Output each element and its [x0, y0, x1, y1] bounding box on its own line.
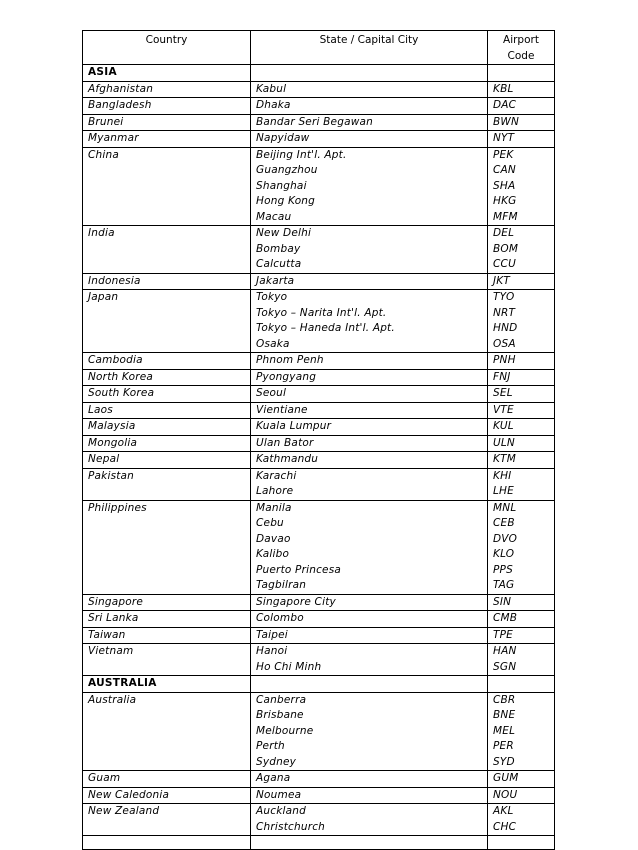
country-cell: South Korea	[83, 386, 251, 403]
city-name: Ho Chi Minh	[256, 660, 322, 673]
city-cell	[251, 611, 488, 628]
country-cell: Nepal	[83, 452, 251, 469]
airport-code: CEB	[493, 517, 515, 529]
city-name: New Delhi	[256, 227, 312, 239]
city-name: Kalibo	[256, 548, 290, 560]
city-name: Manila	[256, 501, 292, 514]
city-name: Kuala Lumpur	[256, 420, 332, 432]
airport-code: DVO	[493, 532, 518, 545]
table-row	[83, 114, 555, 131]
code-cell	[488, 147, 555, 226]
header-city: State / Capital City	[251, 31, 488, 65]
region-label: AUSTRALIA	[83, 676, 251, 693]
country-cell: Guam	[83, 771, 251, 788]
country-cell: New Caledonia	[83, 787, 251, 804]
city-name: Canberra	[256, 693, 307, 706]
city-cell	[251, 402, 488, 419]
country-cell: Pakistan	[83, 468, 251, 500]
table-row	[83, 500, 555, 594]
code-cell	[488, 114, 555, 131]
airport-code: CAN	[493, 164, 516, 176]
table-row	[83, 419, 555, 436]
city-cell	[251, 771, 488, 788]
city-name: Puerto Princesa	[256, 563, 342, 576]
country-cell: Australia	[83, 692, 251, 771]
airport-code: TPE	[493, 628, 513, 641]
city-cell	[251, 114, 488, 131]
city-name: Tokyo	[256, 291, 288, 303]
code-cell	[488, 500, 555, 594]
city-name: Colombo	[256, 612, 304, 624]
airport-code: CHC	[493, 820, 517, 833]
table-row	[83, 147, 555, 226]
country-cell: Cambodia	[83, 353, 251, 370]
country-cell: Myanmar	[83, 131, 251, 148]
code-cell	[488, 804, 555, 836]
city-name: Perth	[256, 740, 285, 752]
code-cell	[488, 226, 555, 274]
airport-code: LHE	[493, 485, 514, 497]
country-cell: Bangladesh	[83, 98, 251, 115]
table-row	[83, 98, 555, 115]
table-row	[83, 369, 555, 386]
airport-code: SEL	[493, 387, 513, 399]
airport-code: PPS	[493, 563, 513, 576]
country-cell: Indonesia	[83, 273, 251, 290]
city-name: Noumea	[256, 788, 302, 801]
airport-code: NRT	[493, 306, 516, 319]
table-row	[83, 386, 555, 403]
city-name: Dhaka	[256, 99, 291, 111]
city-name: Karachi	[256, 469, 297, 482]
airport-code: PNH	[493, 354, 516, 366]
code-cell	[488, 81, 555, 98]
city-cell	[251, 386, 488, 403]
airport-code: MNL	[493, 501, 517, 514]
airport-code: SHA	[493, 179, 516, 192]
table-row	[83, 611, 555, 628]
city-cell	[251, 353, 488, 370]
city-cell	[251, 692, 488, 771]
country-cell: Japan	[83, 290, 251, 353]
country-cell: North Korea	[83, 369, 251, 386]
table-row	[83, 644, 555, 676]
city-cell	[251, 644, 488, 676]
airport-code: HND	[493, 322, 518, 334]
airport-code: AKL	[493, 805, 514, 817]
city-name: Brisbane	[256, 709, 304, 721]
table-row	[83, 435, 555, 452]
city-name: Kabul	[256, 82, 287, 95]
region-empty-cell	[251, 65, 488, 82]
table-row	[83, 771, 555, 788]
city-name: Vientiane	[256, 403, 308, 416]
airport-code: PEK	[493, 148, 514, 161]
empty-row	[83, 836, 555, 850]
header-country: Country	[83, 31, 251, 65]
table-row	[83, 468, 555, 500]
code-cell	[488, 452, 555, 469]
country-cell: Mongolia	[83, 435, 251, 452]
country-cell: New Zealand	[83, 804, 251, 836]
country-cell: Afghanistan	[83, 81, 251, 98]
region-row	[83, 65, 555, 82]
airport-code: HAN	[493, 645, 517, 657]
city-name: Seoul	[256, 387, 287, 399]
table-row	[83, 787, 555, 804]
airport-code: DAC	[493, 99, 517, 111]
table-body	[83, 65, 555, 850]
table-row	[83, 290, 555, 353]
airport-code: NYT	[493, 132, 515, 144]
airport-codes-table	[82, 30, 555, 850]
city-cell	[251, 147, 488, 226]
airport-code: OSA	[493, 337, 516, 350]
empty-cell	[488, 836, 555, 850]
code-cell	[488, 692, 555, 771]
country-cell: Malaysia	[83, 419, 251, 436]
empty-cell	[83, 836, 251, 850]
table-row	[83, 353, 555, 370]
city-name: Melbourne	[256, 724, 314, 737]
code-cell	[488, 386, 555, 403]
city-cell	[251, 787, 488, 804]
airport-code: HKG	[493, 195, 517, 207]
country-cell: China	[83, 147, 251, 226]
airport-code: FNJ	[493, 370, 511, 383]
airport-code: KTM	[493, 453, 516, 465]
city-name: Guangzhou	[256, 164, 318, 176]
city-name: Tokyo – Narita Int'l. Apt.	[256, 306, 387, 319]
code-cell	[488, 353, 555, 370]
city-name: Auckland	[256, 805, 306, 817]
table-row	[83, 627, 555, 644]
airport-code: SIN	[493, 595, 512, 608]
table-row	[83, 692, 555, 771]
city-name: Osaka	[256, 337, 290, 350]
airport-code: KUL	[493, 420, 514, 432]
code-cell	[488, 98, 555, 115]
region-empty-cell	[488, 676, 555, 693]
city-cell	[251, 273, 488, 290]
airport-code: CCU	[493, 258, 516, 270]
airport-code: KHI	[493, 469, 512, 482]
city-name: Pyongyang	[256, 370, 317, 383]
country-cell: Laos	[83, 402, 251, 419]
code-cell	[488, 771, 555, 788]
city-cell	[251, 419, 488, 436]
airport-code: NOU	[493, 788, 518, 801]
city-cell	[251, 131, 488, 148]
code-cell	[488, 787, 555, 804]
code-cell	[488, 419, 555, 436]
airport-code: VTE	[493, 403, 514, 416]
country-cell: Brunei	[83, 114, 251, 131]
city-name: Phnom Penh	[256, 354, 324, 366]
airport-code: JKT	[493, 274, 510, 287]
city-cell	[251, 627, 488, 644]
country-cell: Philippines	[83, 500, 251, 594]
airport-code: SYD	[493, 755, 515, 768]
city-name: Calcutta	[256, 258, 302, 270]
table-row	[83, 273, 555, 290]
airport-code: PER	[493, 740, 514, 752]
airport-code: TAG	[493, 579, 515, 591]
airport-code: MFM	[493, 210, 518, 223]
airport-code: CBR	[493, 693, 516, 706]
airport-code: KBL	[493, 82, 514, 95]
city-name: Bombay	[256, 242, 301, 255]
table-row	[83, 226, 555, 274]
city-name: Cebu	[256, 517, 284, 529]
city-cell	[251, 452, 488, 469]
airport-code: TYO	[493, 291, 515, 303]
country-cell: Taiwan	[83, 627, 251, 644]
table-row	[83, 131, 555, 148]
code-cell	[488, 435, 555, 452]
table-row	[83, 594, 555, 611]
airport-code: DEL	[493, 227, 515, 239]
region-label: ASIA	[83, 65, 251, 82]
country-cell: Vietnam	[83, 644, 251, 676]
airport-code: SGN	[493, 660, 517, 673]
city-name: Shanghai	[256, 179, 307, 192]
airport-code: BOM	[493, 242, 519, 255]
code-cell	[488, 131, 555, 148]
airport-code: CMB	[493, 612, 518, 624]
header-code-line2: Code	[507, 49, 535, 62]
airport-code: BWN	[493, 115, 520, 128]
city-name: Macau	[256, 210, 292, 223]
city-name: Tokyo – Haneda Int'l. Apt.	[256, 322, 395, 334]
header-row	[83, 31, 555, 65]
city-name: Christchurch	[256, 820, 326, 833]
airport-code: KLO	[493, 548, 515, 560]
airport-code: ULN	[493, 436, 515, 449]
city-cell	[251, 468, 488, 500]
code-cell	[488, 611, 555, 628]
header-airport-code	[488, 31, 555, 65]
city-cell	[251, 290, 488, 353]
city-name: Singapore City	[256, 595, 336, 608]
airport-code: MEL	[493, 724, 516, 737]
city-cell	[251, 594, 488, 611]
table-row	[83, 804, 555, 836]
city-name: Napyidaw	[256, 132, 310, 144]
city-cell	[251, 369, 488, 386]
table-row	[83, 402, 555, 419]
city-cell	[251, 226, 488, 274]
airport-code: BNE	[493, 709, 516, 721]
city-cell	[251, 81, 488, 98]
table-row	[83, 452, 555, 469]
code-cell	[488, 273, 555, 290]
city-name: Tagbilran	[256, 579, 307, 591]
city-cell	[251, 500, 488, 594]
empty-cell	[251, 836, 488, 850]
city-name: Kathmandu	[256, 453, 319, 465]
code-cell	[488, 369, 555, 386]
city-name: Davao	[256, 532, 291, 545]
city-name: Hanoi	[256, 645, 288, 657]
city-name: Lahore	[256, 485, 294, 497]
code-cell	[488, 290, 555, 353]
code-cell	[488, 644, 555, 676]
table-row	[83, 81, 555, 98]
city-cell	[251, 98, 488, 115]
code-cell	[488, 468, 555, 500]
city-name: Hong Kong	[256, 195, 316, 207]
city-name: Ulan Bator	[256, 436, 314, 449]
header-code-line1: Airport	[503, 34, 539, 46]
city-name: Sydney	[256, 755, 297, 768]
city-name: Taipei	[256, 628, 288, 641]
code-cell	[488, 627, 555, 644]
country-cell: India	[83, 226, 251, 274]
city-name: Jakarta	[256, 274, 295, 287]
region-empty-cell	[251, 676, 488, 693]
region-row	[83, 676, 555, 693]
city-name: Agana	[256, 772, 291, 784]
country-cell: Singapore	[83, 594, 251, 611]
city-name: Beijing Int'l. Apt.	[256, 148, 347, 161]
code-cell	[488, 402, 555, 419]
country-cell: Sri Lanka	[83, 611, 251, 628]
airport-code: GUM	[493, 772, 519, 784]
code-cell	[488, 594, 555, 611]
city-name: Bandar Seri Begawan	[256, 115, 373, 128]
city-cell	[251, 804, 488, 836]
region-empty-cell	[488, 65, 555, 82]
city-cell	[251, 435, 488, 452]
